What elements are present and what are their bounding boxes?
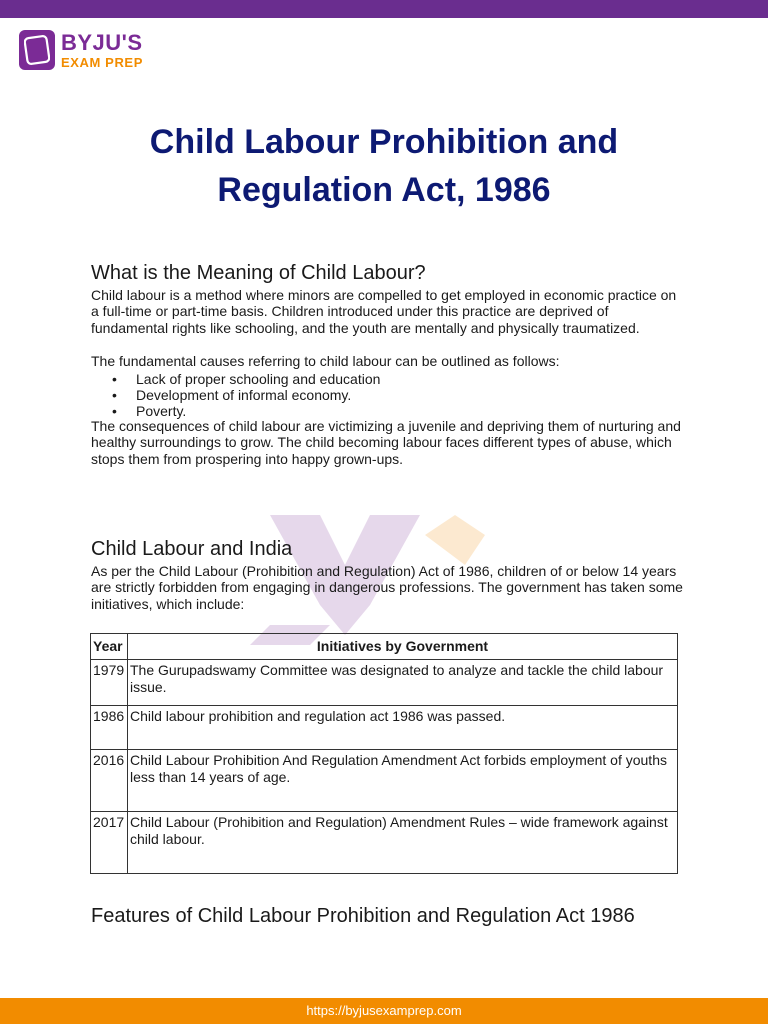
table-row <box>91 660 678 706</box>
paragraph-causes-intro: The fundamental causes referring to child labour can be outlined as follows: <box>91 353 560 369</box>
table-header-row <box>91 634 678 660</box>
top-banner <box>0 0 768 18</box>
paragraph-consequences: The consequences of child labour are victimizing a juvenile and depriving them of nurturing and healthy surroundings to grow. The child becoming labour faces different types of abuse, which stops them from prospering into happy grown-ups. <box>91 418 681 467</box>
logo-tagline: EXAM PREP <box>61 54 143 70</box>
list-item: • Lack of proper schooling and education <box>112 371 380 387</box>
page-title-line-1: Child Labour Prohibition and <box>149 123 619 161</box>
page-title-line-2: Regulation Act, 1986 <box>217 171 551 209</box>
table-cell-year: 1986 <box>91 706 128 750</box>
paragraph-india: As per the Child Labour (Prohibition and Regulation) Act of 1986, children of or below 14 years are strictly forbidden from engaging in dangerous professions. The government has taken some initiatives, which include: <box>91 563 683 612</box>
table-row <box>91 750 678 812</box>
letter-b-icon <box>24 35 50 65</box>
list-item: • Poverty. <box>112 403 380 419</box>
page-title <box>60 118 708 214</box>
table-cell-year: 2017 <box>91 812 128 874</box>
table-cell-initiative: Child Labour (Prohibition and Regulation) Amendment Rules – wide framework against child labour. <box>128 812 678 874</box>
table-row <box>91 812 678 874</box>
section-heading-features: Features of Child Labour Prohibition and Regulation Act 1986 <box>91 905 635 927</box>
table-cell-initiative: The Gurupadswamy Committee was designated to analyze and tackle the child labour issue. <box>128 660 678 706</box>
table-row <box>91 706 678 750</box>
byjus-logo-icon <box>19 30 55 70</box>
list-item: • Development of informal economy. <box>112 387 380 403</box>
table-cell-year: 1979 <box>91 660 128 706</box>
table-cell-initiative: Child Labour Prohibition And Regulation Amendment Act forbids employment of youths less than 14 years of age. <box>128 750 678 812</box>
table-cell-year: 2016 <box>91 750 128 812</box>
initiatives-table <box>90 633 678 874</box>
table-cell-initiative: Child labour prohibition and regulation act 1986 was passed. <box>128 706 678 750</box>
footer-bar <box>0 998 768 1024</box>
footer-url-link[interactable]: https://byjusexamprep.com <box>306 1003 462 1018</box>
section-heading-meaning: What is the Meaning of Child Labour? <box>91 262 426 284</box>
causes-list <box>112 371 380 419</box>
table-header-initiatives: Initiatives by Government <box>128 634 678 660</box>
byjus-logo[interactable] <box>19 30 143 70</box>
logo-brand-name: BYJU'S <box>61 29 143 55</box>
paragraph-meaning: Child labour is a method where minors are compelled to get employed in economic practice on a full-time or part-time basis. Children introduced under this practice are deprived of fundamental rights like schooling, and the youth are mentally and physically traumatized. <box>91 287 677 336</box>
table-header-year: Year <box>91 634 128 660</box>
section-heading-india: Child Labour and India <box>91 538 293 560</box>
